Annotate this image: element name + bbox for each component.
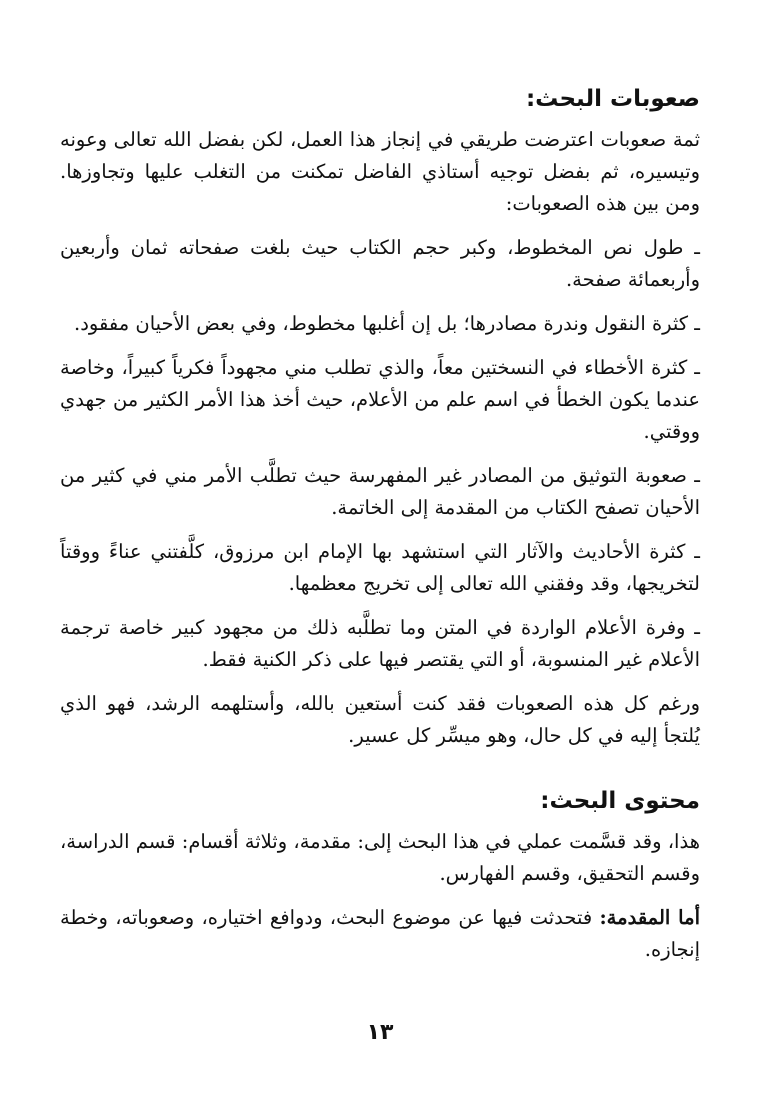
page-number: ١٣ — [366, 1020, 394, 1045]
list-item-difficulty-2: ـ كثرة النقول وندرة مصادرها؛ بل إن أغلبها مخطوط، وفي بعض الأحيان مفقود. — [74, 312, 700, 335]
section-heading-research-difficulties: صعوبات البحث: — [525, 86, 700, 112]
list-item-difficulty-5: ـ كثرة الأحاديث والآثار التي استشهد بها الإمام ابن مرزوق، كلَّفتني عناءً ووقتاً لتخريجها، وقد وفقني الله تعالى إلى تخريج معظمها. — [60, 540, 700, 595]
list-item-difficulty-1: ـ طول نص المخطوط، وكبر حجم الكتاب حيث بلغت صفحاته ثمان وأربعين وأربعمائة صفحة. — [60, 236, 700, 291]
section-heading-research-content: محتوى البحث: — [540, 788, 700, 814]
section-spacer — [60, 764, 700, 782]
paragraph-content-intro: هذا، وقد قسَّمت عملي في هذا البحث إلى: مقدمة، وثلاثة أقسام: قسم الدراسة، وقسم التحقيق، وقسم الفهارس. — [60, 830, 700, 885]
list-item-difficulty-3: ـ كثرة الأخطاء في النسختين معاً، والذي تطلب مني مجهوداً فكرياً كبيراً، وخاصة عندما يكون الخطأ في اسم علم من الأعلام، حيث أخذ هذا الأمر الكثير من جهدي ووقتي. — [60, 356, 700, 443]
paragraph-muqaddima — [60, 902, 700, 966]
paragraph-difficulties-closing: ورغم كل هذه الصعوبات فقد كنت أستعين بالله، وأستلهمه الرشد، فهو الذي يُلتجأ إليه في كل حال، وهو ميسِّر كل عسير. — [60, 692, 700, 747]
muqaddima-label: أما المقدمة: — [599, 906, 700, 929]
paragraph-difficulties-intro: ثمة صعوبات اعترضت طريقي في إنجاز هذا العمل، لكن بفضل الله تعالى وعونه وتيسيره، ثم بفضل توجيه أستاذي الفاضل تمكنت من التغلب عليها وتجاوزها. ومن بين هذه الصعوبات: — [60, 128, 700, 215]
document-page — [60, 80, 700, 978]
list-item-difficulty-4: ـ صعوبة التوثيق من المصادر غير المفهرسة حيث تطلَّب الأمر مني في كثير من الأحيان تصفح الكتاب من المقدمة إلى الخاتمة. — [60, 464, 700, 519]
muqaddima-text: فتحدثت فيها عن موضوع البحث، ودوافع اختياره، وصعوباته، وخطة إنجازه. — [60, 906, 700, 961]
list-item-difficulty-6: ـ وفرة الأعلام الواردة في المتن وما تطلَّبه ذلك من مجهود كبير خاصة ترجمة الأعلام غير المنسوبة، أو التي يقتصر فيها على ذكر الكنية فقط. — [60, 616, 700, 671]
